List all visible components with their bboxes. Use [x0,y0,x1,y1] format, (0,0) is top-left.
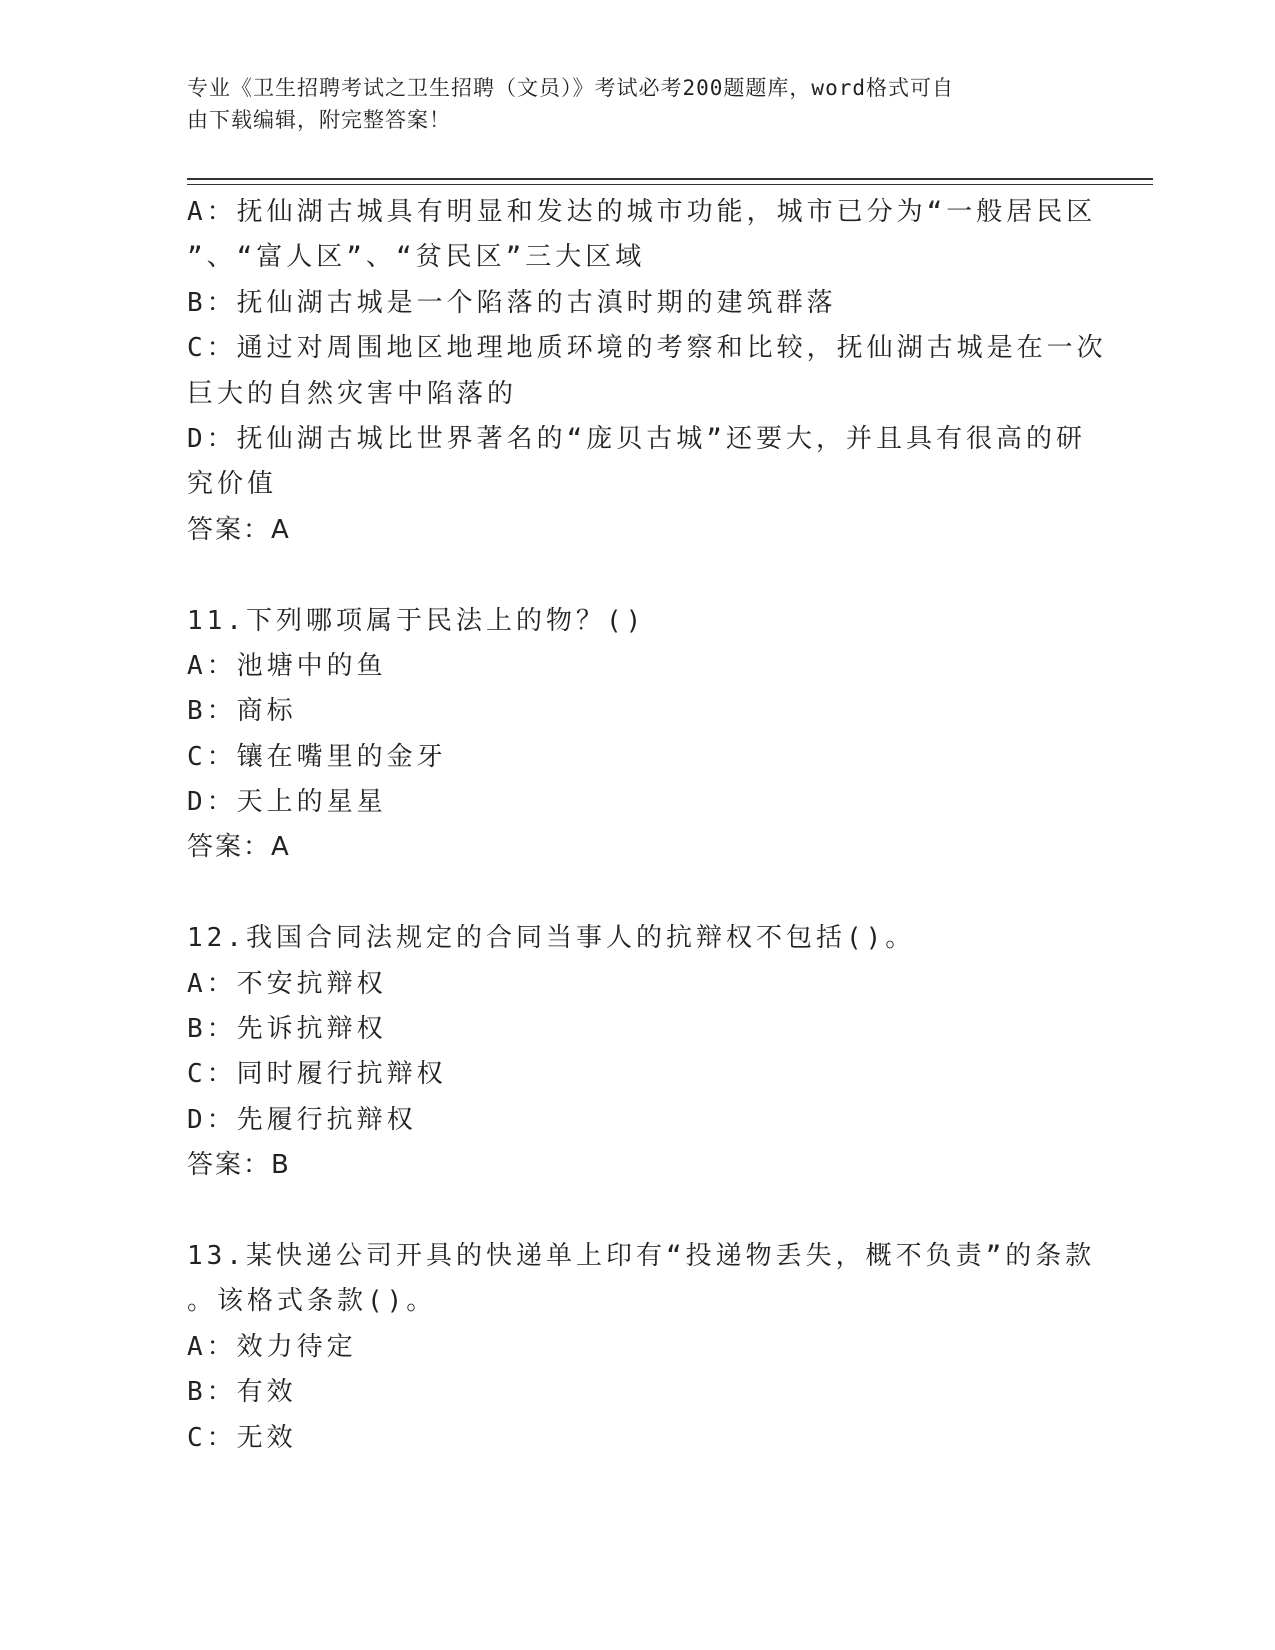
q10-answer: 答案：A [187,514,291,545]
q12-answer: 答案：B [187,1150,291,1181]
q10-option-c-line-1: C：通过对周围地区地理地质环境的考察和比较，抚仙湖古城是在一次 [187,333,1107,364]
question-12-block [187,916,1087,1188]
spacer [187,553,1087,598]
question-13-block [187,1234,1096,1461]
q10-option-c-line-2: 巨大的自然灾害中陷落的 [187,378,518,409]
header-line-2: 由下载编辑，附完整答案！ [187,108,451,132]
q10-option-a-line-2: ”、“富人区”、“贫民区”三大区域 [187,242,646,273]
q13-option-a: A：效力待定 [187,1331,357,1362]
q13-option-c: C：无效 [187,1422,297,1453]
q11-option-b: B：商标 [187,696,297,727]
document-body [187,190,1107,1461]
q11-answer: 答案：A [187,832,291,863]
q12-option-d: D：先履行抗辩权 [187,1104,417,1135]
q11-option-d: D：天上的星星 [187,787,387,818]
header-divider-thin [187,184,1153,185]
q13-option-b: B：有效 [187,1377,297,1408]
q11-option-c: C：镶在嘴里的金牙 [187,741,447,772]
spacer [187,871,1087,916]
q10-option-d-line-2: 究价值 [187,469,278,500]
q11-option-a: A：池塘中的鱼 [187,650,387,681]
q10-option-a-line-1: A：抚仙湖古城具有明显和发达的城市功能，城市已分为“一般居民区 [187,197,1097,227]
q12-option-c: C：同时履行抗辩权 [187,1059,447,1090]
q13-question-line-1: 13.某快递公司开具的快递单上印有“投递物丢失，概不负责”的条款 [187,1240,1096,1271]
q12-question: 12.我国合同法规定的合同当事人的抗辩权不包括()。 [187,923,916,954]
question-10-block [187,190,1107,553]
spacer [187,1189,1087,1234]
q13-question-line-2: 。该格式条款()。 [187,1286,437,1317]
header-divider-thick [187,178,1153,180]
q11-question: 11.下列哪项属于民法上的物？() [187,605,646,636]
q10-option-b: B：抚仙湖古城是一个陷落的古滇时期的建筑群落 [187,287,837,318]
q12-option-b: B：先诉抗辩权 [187,1014,387,1045]
question-11-block [187,599,1087,871]
header-line-1: 专业《卫生招聘考试之卫生招聘（文员）》考试必考200题题库，word格式可自 [187,76,954,100]
q12-option-a: A：不安抗辩权 [187,968,387,999]
document-header [187,72,1087,136]
q10-option-d-line-1: D：抚仙湖古城比世界著名的“庞贝古城”还要大，并且具有很高的研 [187,423,1086,454]
